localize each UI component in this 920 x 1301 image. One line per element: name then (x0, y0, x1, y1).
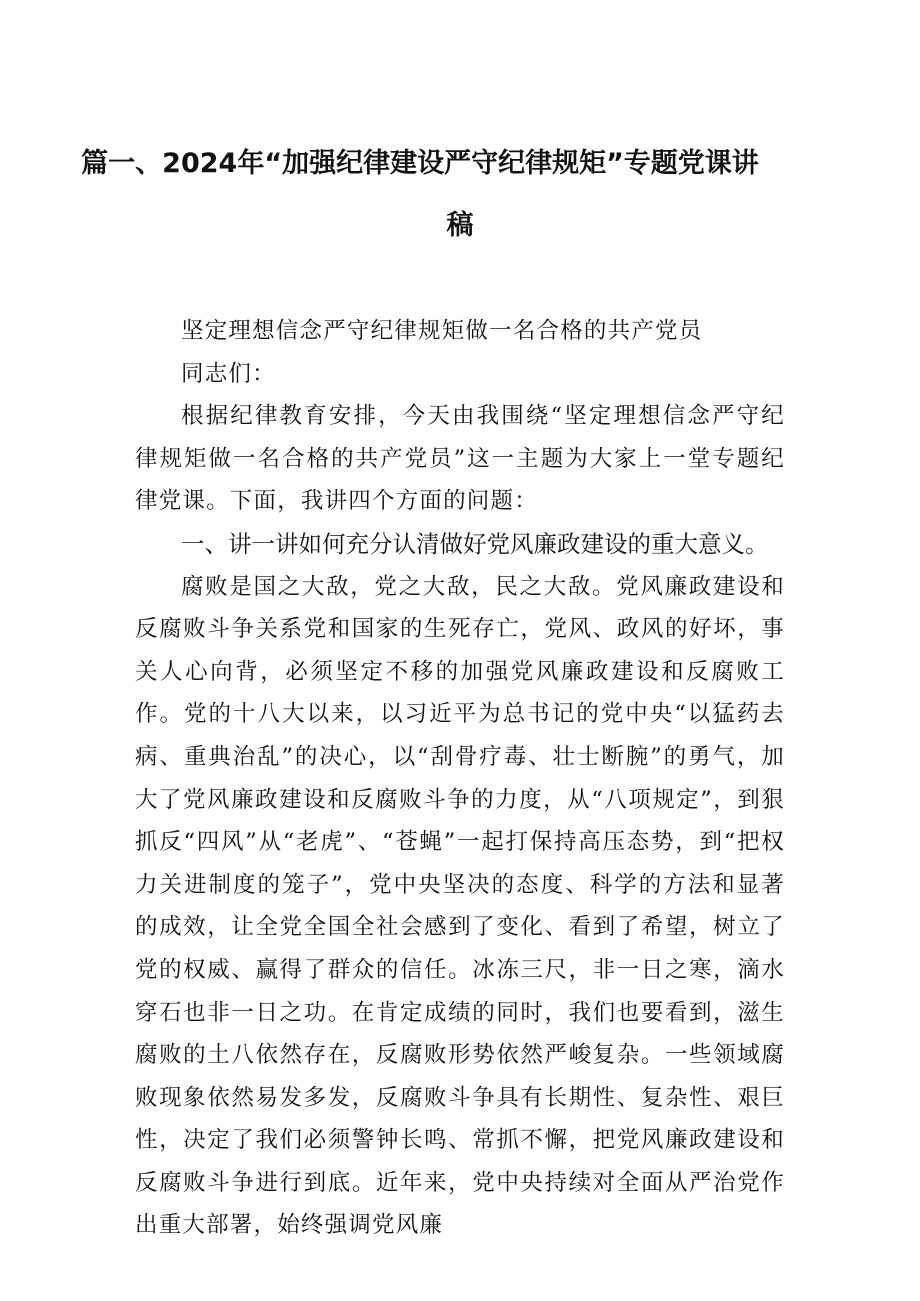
intro-paragraph: 根据纪律教育安排，今天由我围绕“坚定理想信念严守纪律规矩做一名合格的共产党员”这一主题为大家上一堂专题纪律党课。下面，我讲四个方面的问题： (135, 403, 785, 515)
title-line-2: 稿 (446, 210, 474, 241)
document-body (135, 310, 785, 1247)
salutation: 同志们： (181, 360, 276, 387)
body-paragraph: 腐败是国之大敌，党之大敌，民之大敌。党风廉政建设和反腐败斗争关系党和国家的生死存亡，党风、政风的好坏，事关人心向背，必须坚定不移的加强党风廉政建设和反腐败工作。党的十八大以来，以习近平为总书记的党中央“以猛药去病、重典治乱”的决心，以“刮骨疗毒、壮士断腕”的勇气，加大了党风廉政建设和反腐败斗争的力度，从“八项规定”，到狠抓反“四风”从“老虎”、“苍蝇”一起打保持高压态势，到“把权力关进制度的笼子”，党中央坚决的态度、科学的方法和显著的成效，让全党全国全社会感到了变化、看到了希望，树立了党的权威、赢得了群众的信任。冰冻三尺，非一日之寒，滴水穿石也非一日之功。在肯定成绩的同时，我们也要看到，滋生腐败的土八依然存在，反腐败形势依然严峻复杂。一些领域腐败现象依然易发多发，反腐败斗争具有长期性、复杂性、艰巨性，决定了我们必须警钟长鸣、常抓不懈，把党风廉政建设和反腐败斗争进行到底。近年来，党中央持续对全面从严治党作出重大部署，始终强调党风廉 (135, 573, 785, 1239)
section-heading-1: 一、讲一讲如何充分认清做好党风廉政建设的重大意义。 (181, 529, 769, 558)
subtitle: 坚定理想信念严守纪律规矩做一名合格的共产党员 (181, 318, 703, 344)
title-line-1: 篇一、2024年“加强纪律建设严守纪律规矩”专题党课讲 (81, 148, 759, 179)
